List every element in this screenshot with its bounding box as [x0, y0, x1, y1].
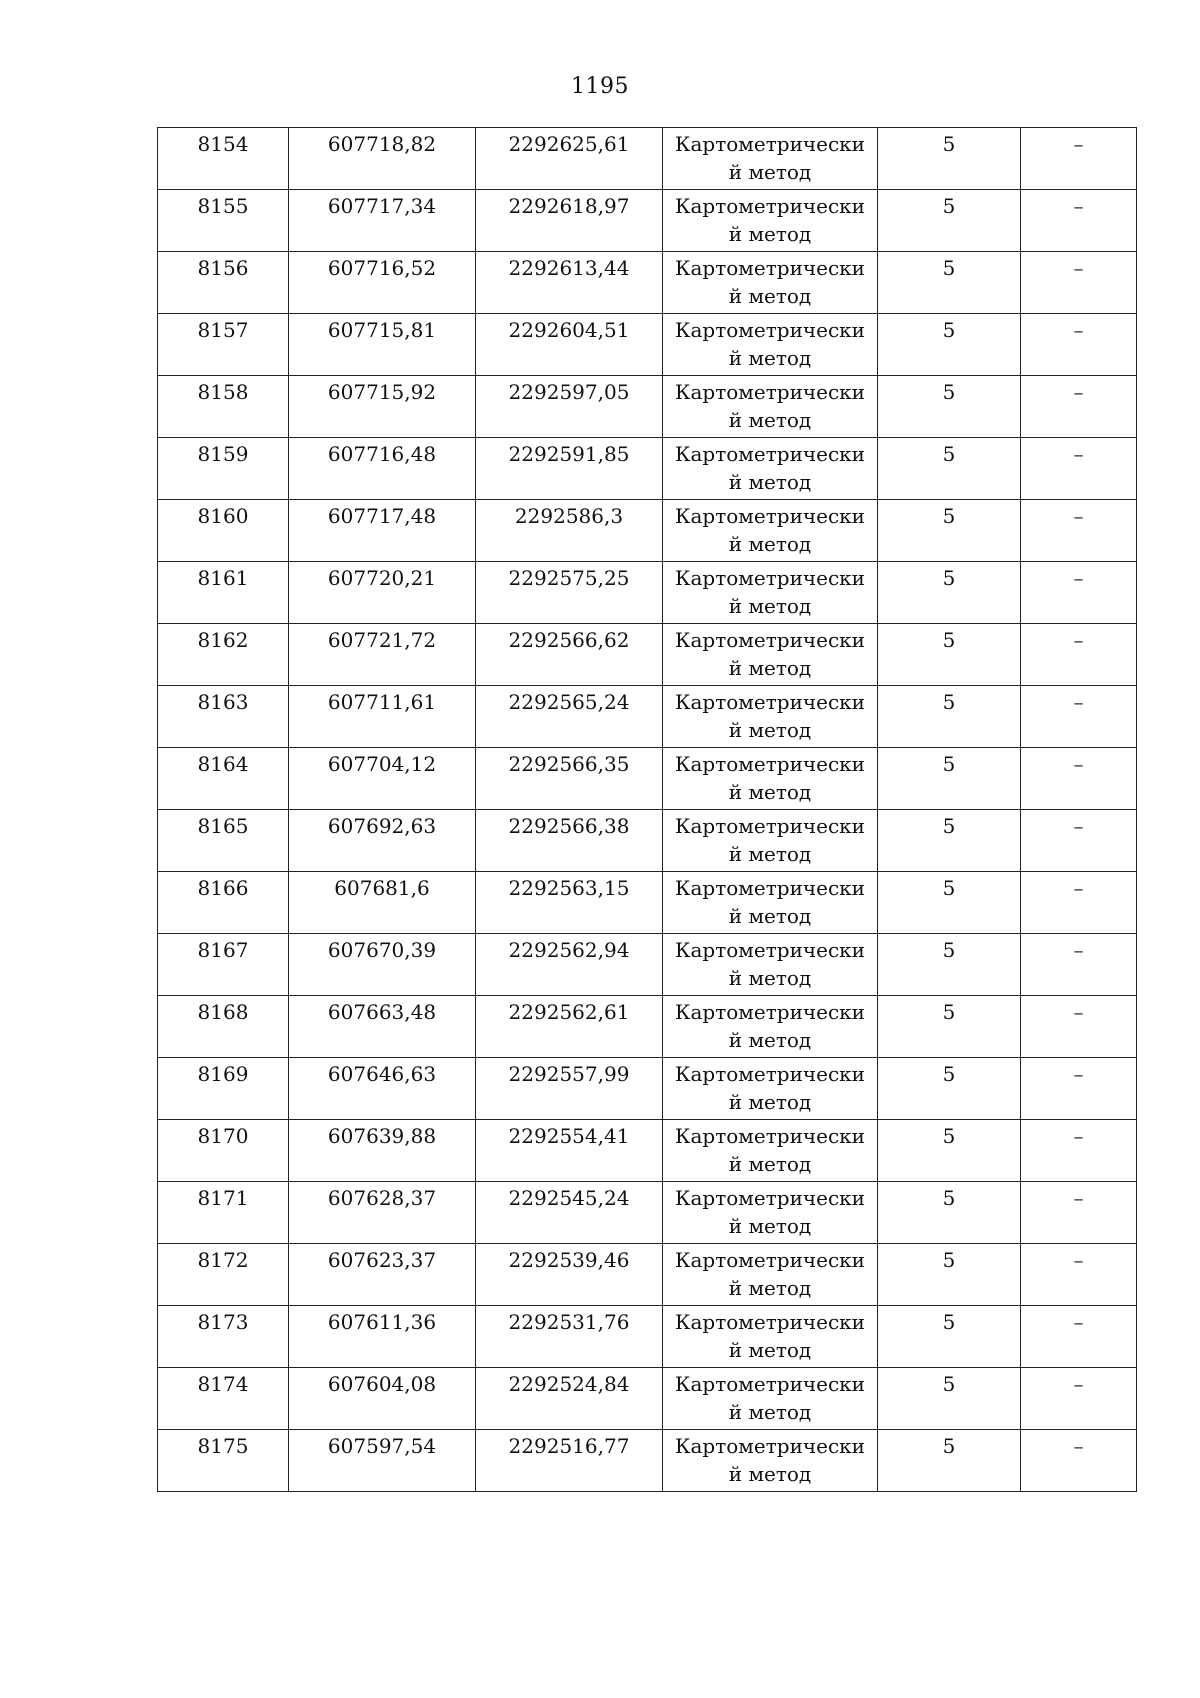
note-cell: –: [1021, 252, 1137, 314]
x-coordinate-cell: 607704,12: [289, 748, 476, 810]
x-coordinate-cell: 607715,92: [289, 376, 476, 438]
point-number-cell: 8161: [158, 562, 289, 624]
y-coordinate-cell: 2292591,85: [476, 438, 663, 500]
method-cell: Картометрически й метод: [663, 128, 878, 190]
x-coordinate-cell: 607628,37: [289, 1182, 476, 1244]
precision-cell: 5: [878, 1430, 1021, 1492]
note-cell: –: [1021, 748, 1137, 810]
precision-cell: 5: [878, 1120, 1021, 1182]
method-cell: Картометрически й метод: [663, 1058, 878, 1120]
note-cell: –: [1021, 934, 1137, 996]
x-coordinate-cell: 607717,34: [289, 190, 476, 252]
method-cell: Картометрически й метод: [663, 1244, 878, 1306]
x-coordinate-cell: 607711,61: [289, 686, 476, 748]
precision-cell: 5: [878, 500, 1021, 562]
precision-cell: 5: [878, 128, 1021, 190]
precision-cell: 5: [878, 1244, 1021, 1306]
y-coordinate-cell: 2292566,38: [476, 810, 663, 872]
y-coordinate-cell: 2292566,62: [476, 624, 663, 686]
table-row: [158, 562, 1137, 624]
note-cell: –: [1021, 686, 1137, 748]
y-coordinate-cell: 2292545,24: [476, 1182, 663, 1244]
method-cell: Картометрически й метод: [663, 252, 878, 314]
note-cell: –: [1021, 190, 1137, 252]
y-coordinate-cell: 2292604,51: [476, 314, 663, 376]
method-cell: Картометрически й метод: [663, 996, 878, 1058]
table-row: [158, 686, 1137, 748]
note-cell: –: [1021, 500, 1137, 562]
point-number-cell: 8173: [158, 1306, 289, 1368]
table-row: [158, 190, 1137, 252]
x-coordinate-cell: 607623,37: [289, 1244, 476, 1306]
point-number-cell: 8154: [158, 128, 289, 190]
precision-cell: 5: [878, 624, 1021, 686]
point-number-cell: 8158: [158, 376, 289, 438]
y-coordinate-cell: 2292575,25: [476, 562, 663, 624]
table-row: [158, 500, 1137, 562]
note-cell: –: [1021, 1120, 1137, 1182]
y-coordinate-cell: 2292539,46: [476, 1244, 663, 1306]
point-number-cell: 8175: [158, 1430, 289, 1492]
precision-cell: 5: [878, 562, 1021, 624]
y-coordinate-cell: 2292586,3: [476, 500, 663, 562]
point-number-cell: 8155: [158, 190, 289, 252]
y-coordinate-cell: 2292625,61: [476, 128, 663, 190]
y-coordinate-cell: 2292524,84: [476, 1368, 663, 1430]
table-row: [158, 1368, 1137, 1430]
precision-cell: 5: [878, 1368, 1021, 1430]
note-cell: –: [1021, 1306, 1137, 1368]
method-cell: Картометрически й метод: [663, 624, 878, 686]
point-number-cell: 8171: [158, 1182, 289, 1244]
table-row: [158, 934, 1137, 996]
x-coordinate-cell: 607717,48: [289, 500, 476, 562]
table-row: [158, 996, 1137, 1058]
table-row: [158, 1120, 1137, 1182]
precision-cell: 5: [878, 438, 1021, 500]
y-coordinate-cell: 2292597,05: [476, 376, 663, 438]
point-number-cell: 8164: [158, 748, 289, 810]
precision-cell: 5: [878, 1306, 1021, 1368]
precision-cell: 5: [878, 810, 1021, 872]
x-coordinate-cell: 607718,82: [289, 128, 476, 190]
precision-cell: 5: [878, 872, 1021, 934]
precision-cell: 5: [878, 934, 1021, 996]
point-number-cell: 8172: [158, 1244, 289, 1306]
point-number-cell: 8165: [158, 810, 289, 872]
note-cell: –: [1021, 1182, 1137, 1244]
table-row: [158, 438, 1137, 500]
point-number-cell: 8156: [158, 252, 289, 314]
point-number-cell: 8174: [158, 1368, 289, 1430]
method-cell: Картометрически й метод: [663, 748, 878, 810]
y-coordinate-cell: 2292562,94: [476, 934, 663, 996]
method-cell: Картометрически й метод: [663, 1306, 878, 1368]
method-cell: Картометрически й метод: [663, 190, 878, 252]
x-coordinate-cell: 607721,72: [289, 624, 476, 686]
note-cell: –: [1021, 996, 1137, 1058]
method-cell: Картометрически й метод: [663, 1368, 878, 1430]
table-row: [158, 1244, 1137, 1306]
table-row: [158, 624, 1137, 686]
method-cell: Картометрически й метод: [663, 934, 878, 996]
table-row: [158, 748, 1137, 810]
table-row: [158, 1430, 1137, 1492]
method-cell: Картометрически й метод: [663, 1120, 878, 1182]
point-number-cell: 8160: [158, 500, 289, 562]
x-coordinate-cell: 607716,48: [289, 438, 476, 500]
y-coordinate-cell: 2292565,24: [476, 686, 663, 748]
note-cell: –: [1021, 872, 1137, 934]
table-row: [158, 1306, 1137, 1368]
table-row: [158, 252, 1137, 314]
precision-cell: 5: [878, 996, 1021, 1058]
table-row: [158, 314, 1137, 376]
x-coordinate-cell: 607720,21: [289, 562, 476, 624]
y-coordinate-cell: 2292563,15: [476, 872, 663, 934]
y-coordinate-cell: 2292516,77: [476, 1430, 663, 1492]
precision-cell: 5: [878, 1182, 1021, 1244]
x-coordinate-cell: 607611,36: [289, 1306, 476, 1368]
table-row: [158, 810, 1137, 872]
note-cell: –: [1021, 810, 1137, 872]
note-cell: –: [1021, 438, 1137, 500]
method-cell: Картометрически й метод: [663, 1182, 878, 1244]
table-row: [158, 376, 1137, 438]
method-cell: Картометрически й метод: [663, 810, 878, 872]
point-number-cell: 8168: [158, 996, 289, 1058]
x-coordinate-cell: 607639,88: [289, 1120, 476, 1182]
note-cell: –: [1021, 562, 1137, 624]
precision-cell: 5: [878, 190, 1021, 252]
y-coordinate-cell: 2292531,76: [476, 1306, 663, 1368]
precision-cell: 5: [878, 314, 1021, 376]
note-cell: –: [1021, 1244, 1137, 1306]
y-coordinate-cell: 2292562,61: [476, 996, 663, 1058]
method-cell: Картометрически й метод: [663, 314, 878, 376]
x-coordinate-cell: 607716,52: [289, 252, 476, 314]
point-number-cell: 8163: [158, 686, 289, 748]
note-cell: –: [1021, 624, 1137, 686]
point-number-cell: 8159: [158, 438, 289, 500]
note-cell: –: [1021, 128, 1137, 190]
point-number-cell: 8170: [158, 1120, 289, 1182]
x-coordinate-cell: 607663,48: [289, 996, 476, 1058]
note-cell: –: [1021, 376, 1137, 438]
y-coordinate-cell: 2292557,99: [476, 1058, 663, 1120]
coordinates-table-body: [158, 128, 1137, 1492]
method-cell: Картометрически й метод: [663, 686, 878, 748]
point-number-cell: 8166: [158, 872, 289, 934]
table-row: [158, 872, 1137, 934]
point-number-cell: 8167: [158, 934, 289, 996]
method-cell: Картометрически й метод: [663, 438, 878, 500]
table-row: [158, 1058, 1137, 1120]
x-coordinate-cell: 607715,81: [289, 314, 476, 376]
coordinates-table: [157, 127, 1137, 1492]
precision-cell: 5: [878, 686, 1021, 748]
y-coordinate-cell: 2292618,97: [476, 190, 663, 252]
table-row: [158, 1182, 1137, 1244]
note-cell: –: [1021, 314, 1137, 376]
precision-cell: 5: [878, 376, 1021, 438]
y-coordinate-cell: 2292554,41: [476, 1120, 663, 1182]
point-number-cell: 8157: [158, 314, 289, 376]
method-cell: Картометрически й метод: [663, 562, 878, 624]
note-cell: –: [1021, 1058, 1137, 1120]
page-number: 1195: [571, 74, 629, 99]
precision-cell: 5: [878, 1058, 1021, 1120]
method-cell: Картометрически й метод: [663, 1430, 878, 1492]
x-coordinate-cell: 607604,08: [289, 1368, 476, 1430]
note-cell: –: [1021, 1430, 1137, 1492]
point-number-cell: 8162: [158, 624, 289, 686]
method-cell: Картометрически й метод: [663, 376, 878, 438]
y-coordinate-cell: 2292566,35: [476, 748, 663, 810]
x-coordinate-cell: 607692,63: [289, 810, 476, 872]
method-cell: Картометрически й метод: [663, 500, 878, 562]
table-row: [158, 128, 1137, 190]
x-coordinate-cell: 607597,54: [289, 1430, 476, 1492]
method-cell: Картометрически й метод: [663, 872, 878, 934]
note-cell: –: [1021, 1368, 1137, 1430]
x-coordinate-cell: 607670,39: [289, 934, 476, 996]
x-coordinate-cell: 607646,63: [289, 1058, 476, 1120]
precision-cell: 5: [878, 748, 1021, 810]
y-coordinate-cell: 2292613,44: [476, 252, 663, 314]
x-coordinate-cell: 607681,6: [289, 872, 476, 934]
point-number-cell: 8169: [158, 1058, 289, 1120]
precision-cell: 5: [878, 252, 1021, 314]
